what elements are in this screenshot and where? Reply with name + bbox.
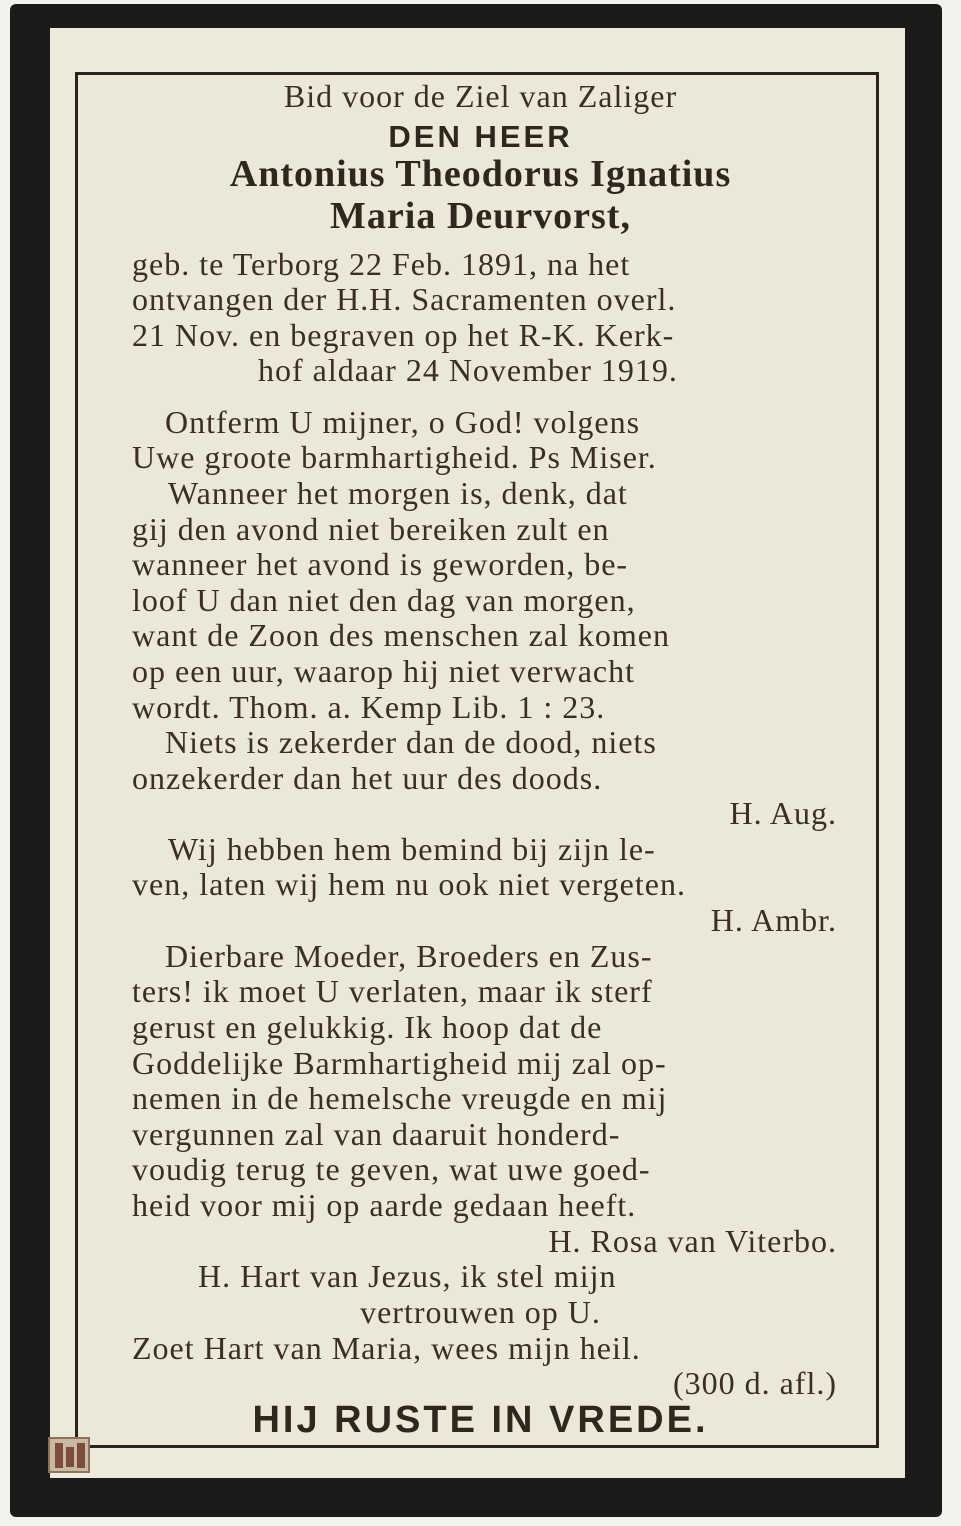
seal-mark-middle: [66, 1447, 74, 1467]
quote-line-20: voudig terug te geven, wat uwe goed-: [132, 1151, 651, 1187]
seal-mark-left: [55, 1443, 63, 1468]
quote-line-12: Wij hebben hem bemind bij zijn le-: [168, 831, 656, 867]
bio-line-4: hof aldaar 24 November 1919.: [258, 352, 678, 388]
quote-line-5: wanneer het avond is geworden, be-: [132, 546, 629, 582]
name-line-1: Antonius Theodorus Ignatius: [229, 153, 732, 195]
bio-line-1: geb. te Terborg 22 Feb. 1891, na het: [132, 246, 631, 282]
quote-line-9: wordt. Thom. a. Kemp Lib. 1 : 23.: [132, 689, 606, 725]
quote-line-15: ters! ik moet U verlaten, maar ik sterf: [132, 973, 653, 1009]
bio-line-3: 21 Nov. en begraven op het R-K. Kerk-: [132, 317, 675, 353]
quote-line-19: vergunnen zal van daaruit honderd-: [132, 1116, 621, 1152]
quote-line-16: gerust en gelukkig. Ik hoop dat de: [132, 1009, 603, 1045]
quote-line-13: ven, laten wij hem nu ook niet vergeten.: [132, 866, 686, 902]
title-line: DEN HEER: [388, 119, 573, 154]
quote-line-23: vertrouwen op U.: [360, 1294, 601, 1330]
quote-line-10: Niets is zekerder dan de dood, niets: [165, 724, 657, 760]
bio-line-2: ontvangen der H.H. Sacramenten overl.: [132, 281, 677, 317]
indulgence-line: (300 d. afl.): [672, 1365, 837, 1401]
quote-line-14: Dierbare Moeder, Broeders en Zus-: [165, 938, 653, 974]
source-ambrose: H. Ambr.: [710, 902, 837, 938]
quote-line-24: Zoet Hart van Maria, wees mijn heil.: [132, 1330, 641, 1366]
quote-line-17: Goddelijke Barmhartigheid mij zal op-: [132, 1045, 667, 1081]
closing-line: HIJ RUSTE IN VREDE.: [252, 1399, 709, 1441]
archive-seal-icon: [48, 1437, 90, 1473]
quote-line-3: Wanneer het morgen is, denk, dat: [168, 475, 628, 511]
name-line-2: Maria Deurvorst,: [330, 195, 631, 237]
quote-line-18: nemen in de hemelsche vreugde en mij: [132, 1080, 668, 1116]
quote-line-4: gij den avond niet bereiken zult en: [132, 511, 610, 547]
quote-line-8: op een uur, waarop hij niet verwacht: [132, 653, 635, 689]
quote-line-6: loof U dan niet den dag van morgen,: [132, 582, 636, 618]
source-rosa: H. Rosa van Viterbo.: [548, 1223, 837, 1259]
source-augustine: H. Aug.: [729, 795, 837, 831]
quote-line-22: H. Hart van Jezus, ik stel mijn: [198, 1258, 617, 1294]
quote-line-1: Ontferm U mijner, o God! volgens: [165, 404, 641, 440]
prayer-line: Bid voor de Ziel van Zaliger: [283, 78, 678, 114]
seal-mark-right: [77, 1443, 85, 1468]
quote-line-11: onzekerder dan het uur des doods.: [132, 760, 603, 796]
quote-line-2: Uwe groote barmhartigheid. Ps Miser.: [132, 439, 657, 475]
quote-line-7: want de Zoon des menschen zal komen: [132, 617, 670, 653]
quote-line-21: heid voor mij op aarde gedaan heeft.: [132, 1187, 637, 1223]
